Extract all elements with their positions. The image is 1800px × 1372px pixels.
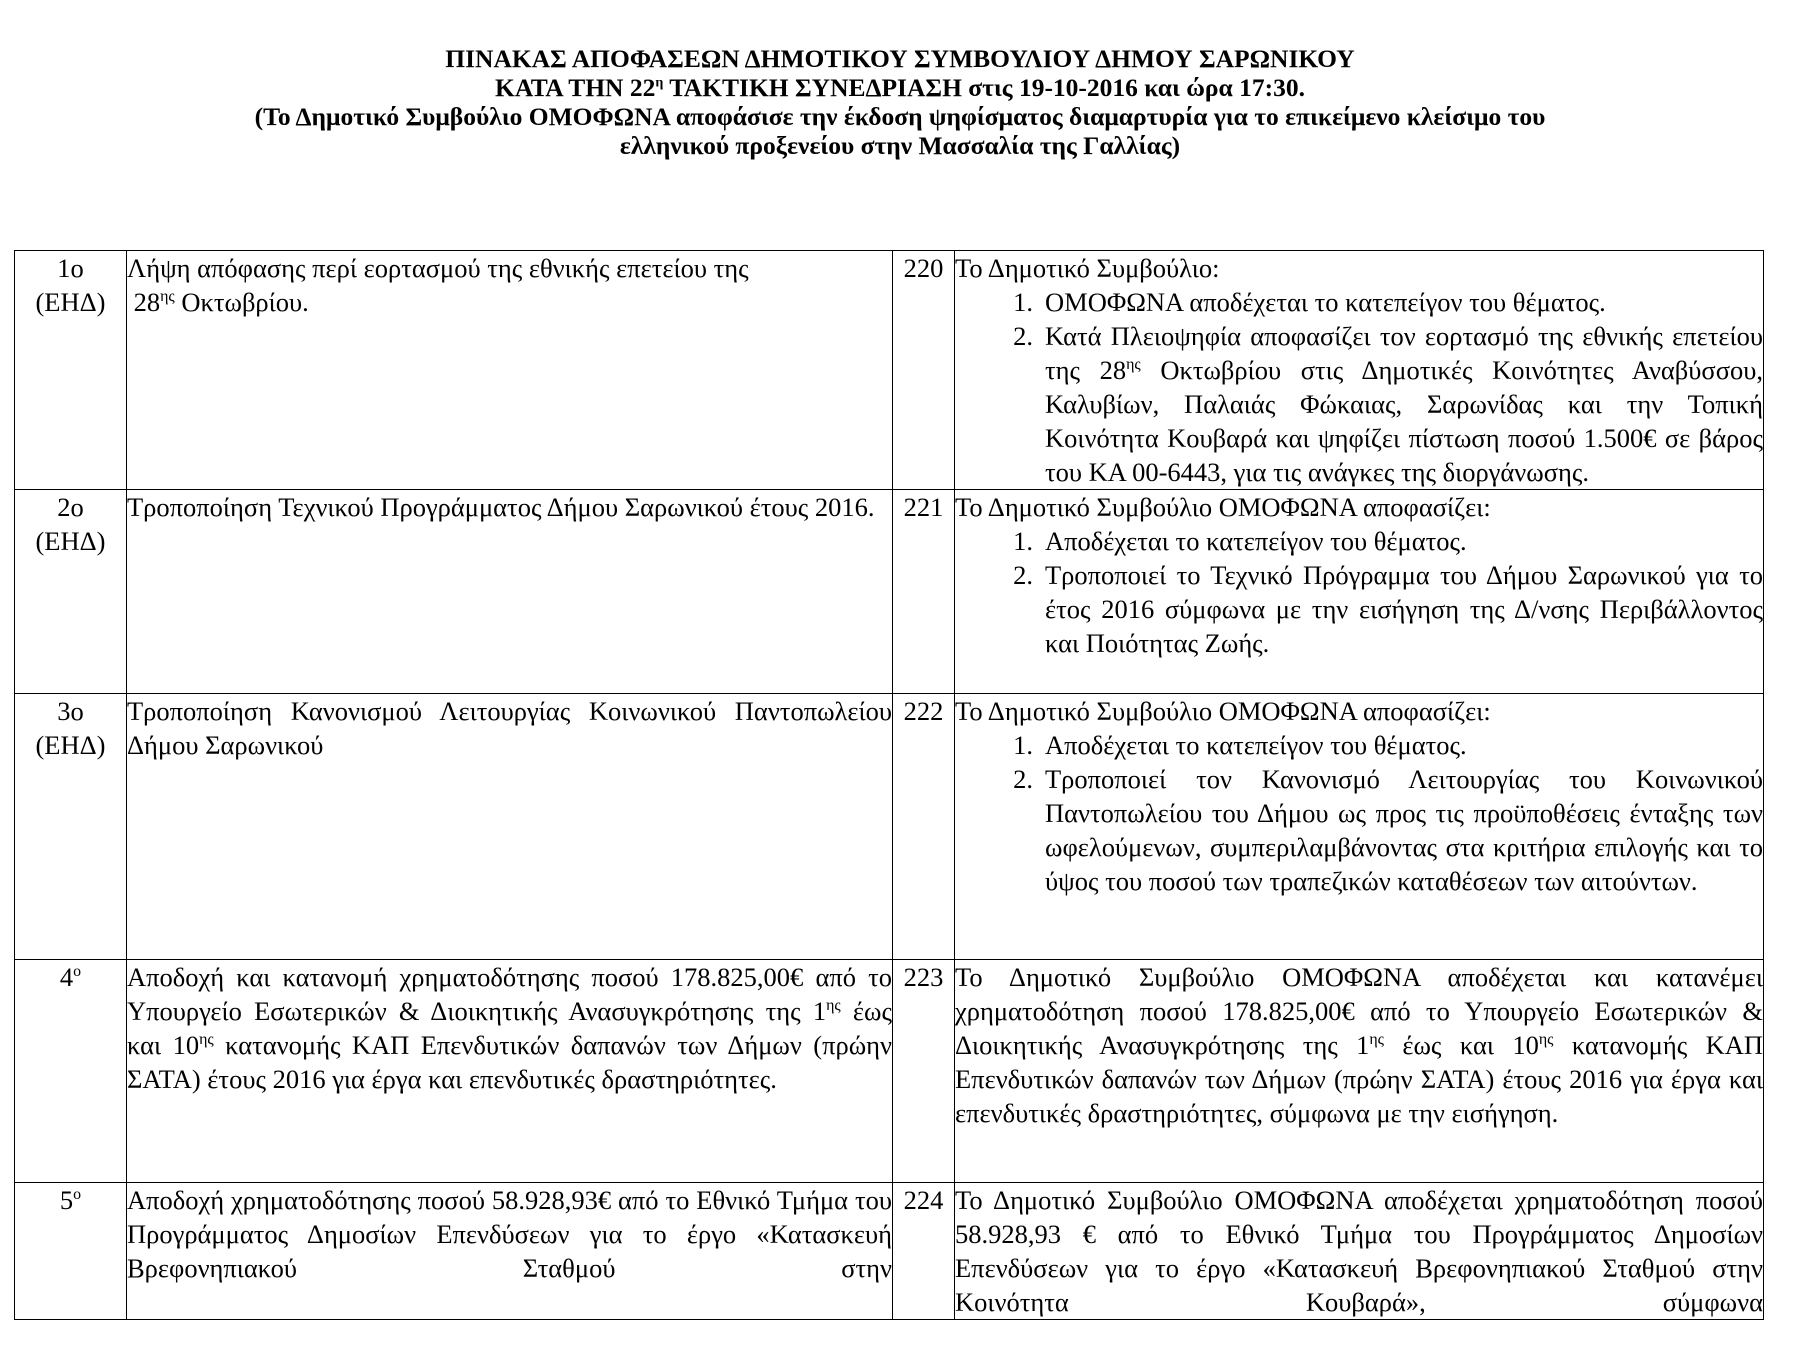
list-item: 1. Αποδέχεται το κατεπείγον του θέματος. xyxy=(955,728,1763,762)
decision-item-text: Τροποποιεί τον Κανονισμό Λειτουργίας του Κοινωνικού Παντοπωλείου του Δήμου ως προς τις προϋποθέσεις ένταξης των ωφελούμενων, συμπεριλαμβάνοντας στα κριτήρια επιλογής και το ύψος του ποσού των τραπεζικών καταθέσεων των αιτούντων. xyxy=(1045,764,1763,896)
header-line-1: ΠΙΝΑΚΑΣ ΑΠΟΦΑΣΕΩΝ ΔΗΜΟΤΙΚΟΥ ΣΥΜΒΟΥΛΙΟΥ ΔΗΜΟΥ ΣΑΡΩΝΙΚΟΥ xyxy=(445,44,1355,73)
decision-intro: Το Δημοτικό Συμβούλιο: xyxy=(955,253,1220,283)
decision-intro: Το Δημοτικό Συμβούλιο ΟΜΟΦΩΝΑ αποφασίζει: xyxy=(955,492,1491,522)
item-number xyxy=(15,1183,126,1217)
decision-number: 221 xyxy=(893,490,955,694)
decision-text-cell xyxy=(955,251,1764,490)
item-number-cell xyxy=(15,1183,127,1320)
decision-item-text: ΟΜΟΦΩΝΑ αποδέχεται το κατεπείγον του θέματος. xyxy=(1045,287,1606,317)
item-title-pre: Αποδοχή και κατανομή χρηματοδότησης ποσού 178.825,00€ από το Υπουργείο Εσωτερικών & Διοικητικής Ανασυγκρότησης της 1 xyxy=(127,962,892,1026)
decision-text xyxy=(955,960,1764,1183)
item-title-line-2 xyxy=(127,285,892,319)
item-title-sup: ης xyxy=(160,288,175,306)
item-number-cell xyxy=(15,251,127,490)
item-number: 1ο xyxy=(57,253,84,283)
decision-number: 220 xyxy=(893,251,955,490)
header-line-2-pre: ΚΑΤΑ ΤΗΝ 22 xyxy=(494,73,656,102)
item-title-mid: έως και 10 xyxy=(127,996,892,1060)
item-title-sup-2: ης xyxy=(199,1031,214,1049)
list-item: 2. Τροποποιεί τον Κανονισμό Λειτουργίας του Κοινωνικού Παντοπωλείου του Δήμου ως προς τις προϋποθέσεις ένταξης των ωφελούμενων, συμπεριλαμβάνοντας στα κριτήρια επιλογής και το ύψος του ποσού των τραπεζικών καταθέσεων των αιτούντων. xyxy=(1013,764,1763,896)
decision-item-text: Αποδέχεται το κατεπείγον του θέματος. xyxy=(1045,730,1467,760)
item-title-post: κατανομής ΚΑΠ Επενδυτικών δαπανών των Δήμων (πρώην ΣΑΤΑ) έτους 2016 για έργα και επενδυτικές δραστηριότητες. xyxy=(127,1030,892,1094)
item-title: Αποδοχή χρηματοδότησης ποσού 58.928,93€ από το Εθνικό Τμήμα του Προγράμματος Δημοσίων Επενδύσεων για το έργο «Κατασκευή Βρεφονηπιακού Σταθμού στην xyxy=(127,1183,893,1320)
item-number-pre: 5 xyxy=(59,1185,74,1215)
decision-number: 223 xyxy=(893,960,955,1183)
list-item: 2. Τροποποιεί το Τεχνικό Πρόγραμμα του Δήμου Σαρωνικού για το έτος 2016 σύμφωνα με την εισήγηση της Δ/νσης Περιβάλλοντος και Ποιότητας Ζωής. xyxy=(1013,560,1763,658)
header-line-4: ελληνικού προξενείου στην Μασσαλία της Γαλλίας) xyxy=(619,131,1181,160)
item-title xyxy=(127,960,893,1183)
item-number-pre: 4 xyxy=(59,962,74,992)
list-item: 2. Κατά Πλειοψηφία αποφασίζει τον εορτασμό της εθνικής επετείου της $28^{\eta\varsigma}$ Οκτωβρίου στις Δημοτικές Κοινότητες Αναβύσσου, Καλυβίων, Παλαιάς Φώκαιας, Σαρωνίδας και την Τοπική Κοινότητα Κουβαρά και ψηφίζει πίστωση ποσού 1.500€ σε βάρος του ΚΑ 00-6443, για τις ανάγκες της διοργάνωσης. xyxy=(1013,321,1763,487)
decision-number: 222 xyxy=(893,694,955,960)
list-item: 1. ΟΜΟΦΩΝΑ αποδέχεται το κατεπείγον του θέματος. xyxy=(955,285,1763,319)
item-number-sup: ο xyxy=(73,1186,82,1204)
header-line-3: (Το Δημοτικό Συμβούλιο ΟΜΟΦΩΝΑ αποφάσισε την έκδοση ψηφίσματος διαμαρτυρία για το επικείμενο κλείσιμο του xyxy=(254,102,1546,131)
document-header xyxy=(0,44,1800,160)
item-title: Τροποποίηση Κανονισμού Λειτουργίας Κοινωνικού Παντοπωλείου Δήμου Σαρωνικού xyxy=(127,694,893,960)
item-number-cell xyxy=(15,960,127,1183)
decision-items xyxy=(955,285,1763,489)
decision-text-sup-1: ης xyxy=(1369,1031,1384,1049)
item-number-sup: ο xyxy=(73,963,82,981)
item-number: 3ο xyxy=(57,696,84,726)
table-row xyxy=(15,1183,1764,1320)
decision-number: 224 xyxy=(893,1183,955,1320)
decision-text-sup-2: ης xyxy=(1538,1031,1554,1049)
decision-items xyxy=(955,728,1763,898)
header-line-2-post: ΤΑΚΤΙΚΗ ΣΥΝΕΔΡΙΑΣΗ στις 19-10-2016 και ώρα 17:30. xyxy=(663,73,1305,102)
decision-text-cell xyxy=(955,490,1764,694)
header-line-2 xyxy=(0,73,1800,102)
item-number xyxy=(15,960,126,994)
decisions-table xyxy=(14,250,1764,1320)
item-title-post: Οκτωβρίου. xyxy=(174,287,309,317)
decision-item-pre: Κατά Πλειοψηφία αποφασίζει τον εορτασμό της εθνικής επετείου της 28 xyxy=(1045,321,1763,385)
decision-text-pre: Το Δημοτικό Συμβούλιο ΟΜΟΦΩΝΑ αποδέχεται και κατανέμει χρηματοδότηση ποσού 178.825,00€ από το Υπουργείο Εσωτερικών & Διοικητικής Ανασυγκρότησης της 1 xyxy=(955,962,1763,1060)
item-tag: (ΕΗΔ) xyxy=(35,287,106,317)
item-number-cell xyxy=(15,694,127,960)
table-row xyxy=(15,694,1764,960)
item-title-sup-1: ης xyxy=(826,997,841,1015)
item-title-cell xyxy=(127,251,893,490)
item-title-line-1: Λήψη απόφασης περί εορτασμού της εθνικής επετείου της xyxy=(127,253,749,283)
item-title-pre: 28 xyxy=(127,287,161,317)
decision-text-post: κατανομής ΚΑΠ Επενδυτικών δαπανών των Δήμων (πρώην ΣΑΤΑ) έτους 2016 για έργα και επενδυτικές δραστηριότητες, σύμφωνα με την εισήγηση. xyxy=(955,1030,1763,1128)
decision-text-cell xyxy=(955,694,1764,960)
decision-intro: Το Δημοτικό Συμβούλιο ΟΜΟΦΩΝΑ αποφασίζει: xyxy=(955,696,1491,726)
decision-text-mid: έως και 10 xyxy=(1383,1030,1539,1060)
decision-item-text: Τροποποιεί το Τεχνικό Πρόγραμμα του Δήμου Σαρωνικού για το έτος 2016 σύμφωνα με την εισήγηση της Δ/νσης Περιβάλλοντος και Ποιότητας Ζωής. xyxy=(1045,560,1763,658)
table-row xyxy=(15,490,1764,694)
item-title: Τροποποίηση Τεχνικού Προγράμματος Δήμου Σαρωνικού έτους 2016. xyxy=(127,490,893,694)
table-row xyxy=(15,960,1764,1183)
item-number: 2ο xyxy=(57,492,84,522)
item-number-cell xyxy=(15,490,127,694)
decision-item-text: Αποδέχεται το κατεπείγον του θέματος. xyxy=(1045,526,1467,556)
item-tag: (ΕΗΔ) xyxy=(35,730,106,760)
decision-text: Το Δημοτικό Συμβούλιο ΟΜΟΦΩΝΑ αποδέχεται χρηματοδότηση ποσού 58.928,93 € από το Εθνικό Τμήμα του Προγράμματος Δημοσίων Επενδύσεων για το έργο «Κατασκευή Βρεφονηπιακού Σταθμού στην Κοινότητα Κουβαρά», σύμφωνα xyxy=(955,1183,1764,1320)
decision-item-text xyxy=(1045,319,1763,489)
list-item: 1. Αποδέχεται το κατεπείγον του θέματος. xyxy=(955,524,1763,558)
decision-item-post: Οκτωβρίου στις Δημοτικές Κοινότητες Αναβύσσου, Καλυβίων, Παλαιάς Φώκαιας, Σαρωνίδας και την Τοπική Κοινότητα Κουβαρά και ψηφίζει πίστωση ποσού 1.500€ σε βάρος του ΚΑ 00-6443, για τις ανάγκες της διοργάνωσης. xyxy=(1045,355,1763,487)
decision-item-sup: ης xyxy=(1126,356,1141,374)
table-row xyxy=(15,251,1764,490)
decision-items xyxy=(955,524,1763,660)
item-tag: (ΕΗΔ) xyxy=(35,526,106,556)
header-line-2-sup: η xyxy=(655,75,664,91)
